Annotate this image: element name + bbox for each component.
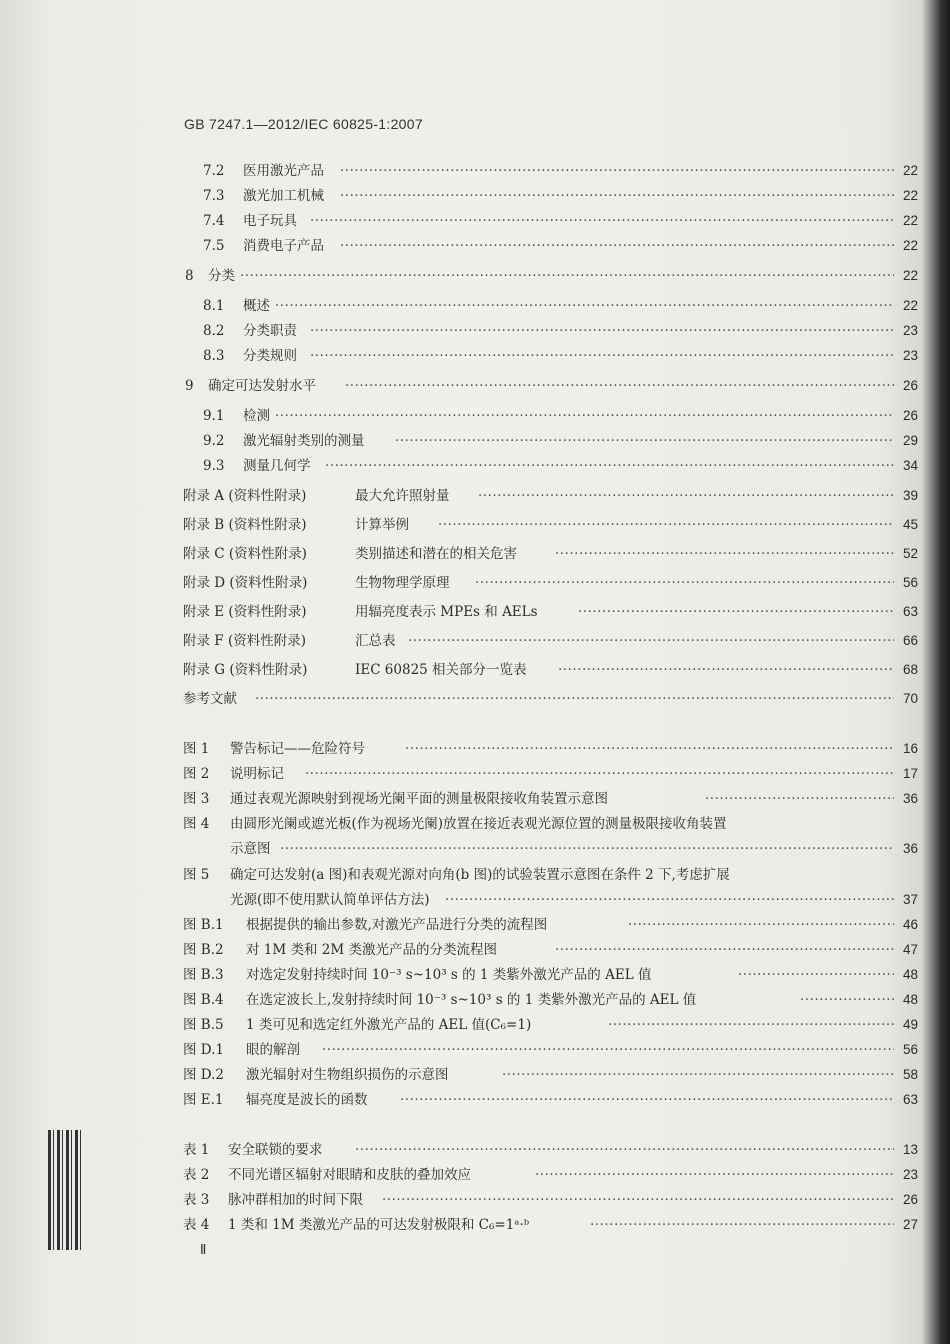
- toc-leader: [438, 514, 894, 536]
- toc-leader: [280, 838, 894, 860]
- table-number: 表 3: [183, 1192, 210, 1208]
- toc-page: 39: [902, 488, 918, 503]
- toc-page: 48: [902, 967, 918, 982]
- table-number: 表 1: [183, 1142, 210, 1158]
- standard-header: GB 7247.1—2012/IEC 60825-1:2007: [184, 116, 423, 132]
- toc-leader: [558, 659, 894, 681]
- toc-page: 52: [902, 546, 918, 561]
- figure-entry: [0, 914, 950, 936]
- annex-title: 生物物理学原理: [355, 575, 450, 591]
- toc-leader: [608, 1014, 894, 1036]
- toc-leader: [405, 738, 894, 760]
- figure-number: 图 D.2: [183, 1067, 225, 1083]
- toc-title: 检测: [243, 408, 270, 424]
- toc-page: 22: [902, 268, 918, 283]
- toc-title: 分类规则: [243, 348, 297, 364]
- toc-page: 56: [902, 575, 918, 590]
- toc-annex-entry: [0, 659, 950, 681]
- toc-leader: [628, 914, 894, 936]
- toc-leader: [400, 1089, 894, 1111]
- toc-page: 22: [902, 213, 918, 228]
- scan-edge-shadow: [938, 0, 950, 1344]
- toc-leader: [275, 405, 894, 427]
- annex-label: 附录 E (资料性附录): [183, 604, 307, 620]
- figure-title: 根据提供的输出参数,对激光产品进行分类的流程图: [246, 917, 548, 933]
- toc-page: 22: [902, 188, 918, 203]
- toc-leader: [475, 572, 894, 594]
- toc-entry: [0, 405, 950, 427]
- table-entry: [0, 1214, 950, 1236]
- toc-page: 16: [902, 741, 918, 756]
- toc-page: 46: [902, 917, 918, 932]
- figure-entry-continued: [0, 838, 950, 860]
- figure-entry: [0, 1064, 950, 1086]
- toc-page: 23: [902, 348, 918, 363]
- figure-number: 图 5: [183, 867, 210, 883]
- toc-leader: [340, 185, 894, 207]
- figure-number: 图 B.1: [183, 917, 224, 933]
- figure-title: 由圆形光阑或遮光板(作为视场光阑)放置在接近表观光源位置的测量极限接收角装置: [230, 816, 727, 832]
- figure-entry: [0, 738, 950, 760]
- toc-annex-entry: [0, 601, 950, 623]
- toc-entry: [0, 235, 950, 257]
- annex-label: 附录 F (资料性附录): [183, 633, 306, 649]
- toc-page: 26: [902, 1192, 918, 1207]
- toc-page: 56: [902, 1042, 918, 1057]
- figure-title: 在选定波长上,发射持续时间 10⁻³ s~10³ s 的 1 类紫外激光产品的 AEL 值: [246, 992, 697, 1008]
- toc-number: 8.2: [203, 323, 225, 339]
- toc-leader: [395, 430, 894, 452]
- toc-leader: [322, 1039, 894, 1061]
- toc-page: 37: [902, 892, 918, 907]
- toc-annex-entry: [0, 485, 950, 507]
- toc-title: 确定可达发射水平: [208, 378, 316, 394]
- toc-annex-entry: [0, 572, 950, 594]
- toc-page: 48: [902, 992, 918, 1007]
- toc-page: 22: [902, 163, 918, 178]
- toc-leader: [478, 485, 894, 507]
- toc-number: 9.3: [203, 458, 225, 474]
- toc-title: 激光加工机械: [243, 188, 324, 204]
- table-title: 脉冲群相加的时间下限: [228, 1192, 363, 1208]
- toc-page: 22: [902, 298, 918, 313]
- figure-entry: [0, 1014, 950, 1036]
- table-entry: [0, 1189, 950, 1211]
- toc-leader: [305, 763, 894, 785]
- toc-page: 17: [902, 766, 918, 781]
- figure-title: 警告标记——危险符号: [230, 741, 365, 757]
- toc-entry: [0, 295, 950, 317]
- toc-page: 36: [902, 841, 918, 856]
- toc-entry: [0, 345, 950, 367]
- toc-bibliography-entry: [0, 688, 950, 710]
- annex-label: 附录 A (资料性附录): [183, 488, 307, 504]
- toc-leader: [255, 688, 894, 710]
- toc-leader: [590, 1214, 894, 1236]
- toc-page: 13: [902, 1142, 918, 1157]
- toc-annex-entry: [0, 630, 950, 652]
- annex-title: 用辐亮度表示 MPEs 和 AELs: [355, 604, 538, 620]
- toc-page: 27: [902, 1217, 918, 1232]
- toc-title: 分类: [208, 268, 235, 284]
- table-title: 不同光谱区辐射对眼睛和皮肤的叠加效应: [228, 1167, 471, 1183]
- toc-page: 36: [902, 791, 918, 806]
- figure-title-continued: 光源(即不使用默认简单评估方法): [230, 892, 430, 908]
- figure-number: 图 D.1: [183, 1042, 225, 1058]
- toc-title: 分类职责: [243, 323, 297, 339]
- toc-page: 58: [902, 1067, 918, 1082]
- toc-entry: [0, 210, 950, 232]
- figure-title: 辐亮度是波长的函数: [246, 1092, 368, 1108]
- toc-number: 9.1: [203, 408, 225, 424]
- figure-title: 1 类可见和选定红外激光产品的 AEL 值(C₆=1): [246, 1017, 532, 1033]
- toc-page: 23: [902, 323, 918, 338]
- toc-title: 测量几何学: [243, 458, 311, 474]
- figure-number: 图 E.1: [183, 1092, 224, 1108]
- table-entry: [0, 1139, 950, 1161]
- toc-leader: [310, 320, 894, 342]
- toc-title: 医用激光产品: [243, 163, 324, 179]
- toc-page: 22: [902, 238, 918, 253]
- annex-label: 附录 C (资料性附录): [183, 546, 307, 562]
- toc-entry: [0, 375, 950, 397]
- toc-leader: [705, 788, 894, 810]
- annex-title: IEC 60825 相关部分一览表: [355, 662, 527, 678]
- toc-number: 9.2: [203, 433, 225, 449]
- figure-title: 说明标记: [230, 766, 284, 782]
- figure-entry: [0, 864, 950, 886]
- toc-entry: [0, 160, 950, 182]
- table-number: 表 4: [183, 1217, 210, 1233]
- figure-title: 对选定发射持续时间 10⁻³ s~10³ s 的 1 类紫外激光产品的 AEL 值: [246, 967, 652, 983]
- toc-number: 8.3: [203, 348, 225, 364]
- figure-entry: [0, 1039, 950, 1061]
- figure-number: 图 2: [183, 766, 210, 782]
- annex-title: 最大允许照射量: [355, 488, 450, 504]
- toc-leader: [275, 295, 894, 317]
- toc-leader: [535, 1164, 894, 1186]
- figure-number: 图 B.5: [183, 1017, 224, 1033]
- toc-title: 消费电子产品: [243, 238, 324, 254]
- toc-number: 7.2: [203, 163, 225, 179]
- figure-number: 图 4: [183, 816, 210, 832]
- toc-title: 电子玩具: [243, 213, 297, 229]
- figure-number: 图 B.2: [183, 942, 224, 958]
- toc-number: 7.4: [203, 213, 225, 229]
- bibliography-title: 参考文献: [183, 691, 237, 707]
- figure-title: 确定可达发射(a 图)和表观光源对向角(b 图)的试验装置示意图在条件 2 下,考虑扩展: [230, 867, 730, 883]
- figure-title: 眼的解剖: [246, 1042, 300, 1058]
- toc-page: 29: [902, 433, 918, 448]
- toc-leader: [578, 601, 894, 623]
- table-title: 1 类和 1M 类激光产品的可达发射极限和 C₆=1ᵃ·ᵇ: [228, 1217, 530, 1233]
- toc-number: 7.3: [203, 188, 225, 204]
- toc-leader: [345, 375, 894, 397]
- binding-barcode-mark: [48, 1130, 82, 1250]
- toc-annex-entry: [0, 543, 950, 565]
- toc-page: 63: [902, 604, 918, 619]
- toc-entry: [0, 185, 950, 207]
- annex-title: 类别描述和潜在的相关危害: [355, 546, 517, 562]
- toc-leader: [240, 265, 894, 287]
- toc-number: 9: [185, 378, 194, 394]
- toc-leader: [325, 455, 894, 477]
- annex-label: 附录 B (资料性附录): [183, 517, 307, 533]
- figure-title: 激光辐射对生物组织损伤的示意图: [246, 1067, 449, 1083]
- toc-leader: [310, 345, 894, 367]
- table-number: 表 2: [183, 1167, 210, 1183]
- figure-number: 图 B.3: [183, 967, 224, 983]
- toc-page: 26: [902, 378, 918, 393]
- toc-page: 26: [902, 408, 918, 423]
- toc-page: 70: [902, 691, 918, 706]
- annex-title: 汇总表: [355, 633, 396, 649]
- figure-entry: [0, 788, 950, 810]
- figure-number: 图 1: [183, 741, 210, 757]
- toc-page: 49: [902, 1017, 918, 1032]
- toc-leader: [340, 235, 894, 257]
- figure-entry-continued: [0, 889, 950, 911]
- toc-page: 23: [902, 1167, 918, 1182]
- toc-leader: [340, 160, 894, 182]
- figure-title: 通过表观光源映射到视场光阑平面的测量极限接收角装置示意图: [230, 791, 608, 807]
- toc-page: 45: [902, 517, 918, 532]
- toc-title: 激光辐射类别的测量: [243, 433, 365, 449]
- figure-entry: [0, 964, 950, 986]
- toc-page: 66: [902, 633, 918, 648]
- toc-page: 47: [902, 942, 918, 957]
- table-entry: [0, 1164, 950, 1186]
- annex-title: 计算举例: [355, 517, 409, 533]
- toc-leader: [310, 210, 894, 232]
- figure-number: 图 3: [183, 791, 210, 807]
- figure-entry: [0, 989, 950, 1011]
- figure-title-continued: 示意图: [230, 841, 271, 857]
- annex-label: 附录 D (资料性附录): [183, 575, 308, 591]
- toc-number: 7.5: [203, 238, 225, 254]
- toc-entry: [0, 320, 950, 342]
- figure-title: 对 1M 类和 2M 类激光产品的分类流程图: [246, 942, 497, 958]
- toc-number: 8.1: [203, 298, 225, 314]
- figure-number: 图 B.4: [183, 992, 224, 1008]
- toc-page: 68: [902, 662, 918, 677]
- toc-leader: [445, 889, 894, 911]
- toc-annex-entry: [0, 514, 950, 536]
- figure-entry: [0, 813, 950, 835]
- figure-entry: [0, 763, 950, 785]
- toc-leader: [738, 964, 894, 986]
- figure-entry: [0, 939, 950, 961]
- toc-entry: [0, 265, 950, 287]
- annex-label: 附录 G (资料性附录): [183, 662, 308, 678]
- toc-leader: [502, 1064, 894, 1086]
- toc-number: 8: [185, 268, 194, 284]
- toc-entry: [0, 455, 950, 477]
- toc-leader: [408, 630, 894, 652]
- toc-page: 63: [902, 1092, 918, 1107]
- toc-leader: [555, 939, 894, 961]
- toc-leader: [355, 1139, 894, 1161]
- figure-entry: [0, 1089, 950, 1111]
- toc-leader: [382, 1189, 894, 1211]
- table-title: 安全联锁的要求: [228, 1142, 323, 1158]
- toc-page: 34: [902, 458, 918, 473]
- toc-title: 概述: [243, 298, 270, 314]
- toc-leader: [555, 543, 894, 565]
- page-number-footer: Ⅱ: [200, 1242, 207, 1257]
- toc-entry: [0, 430, 950, 452]
